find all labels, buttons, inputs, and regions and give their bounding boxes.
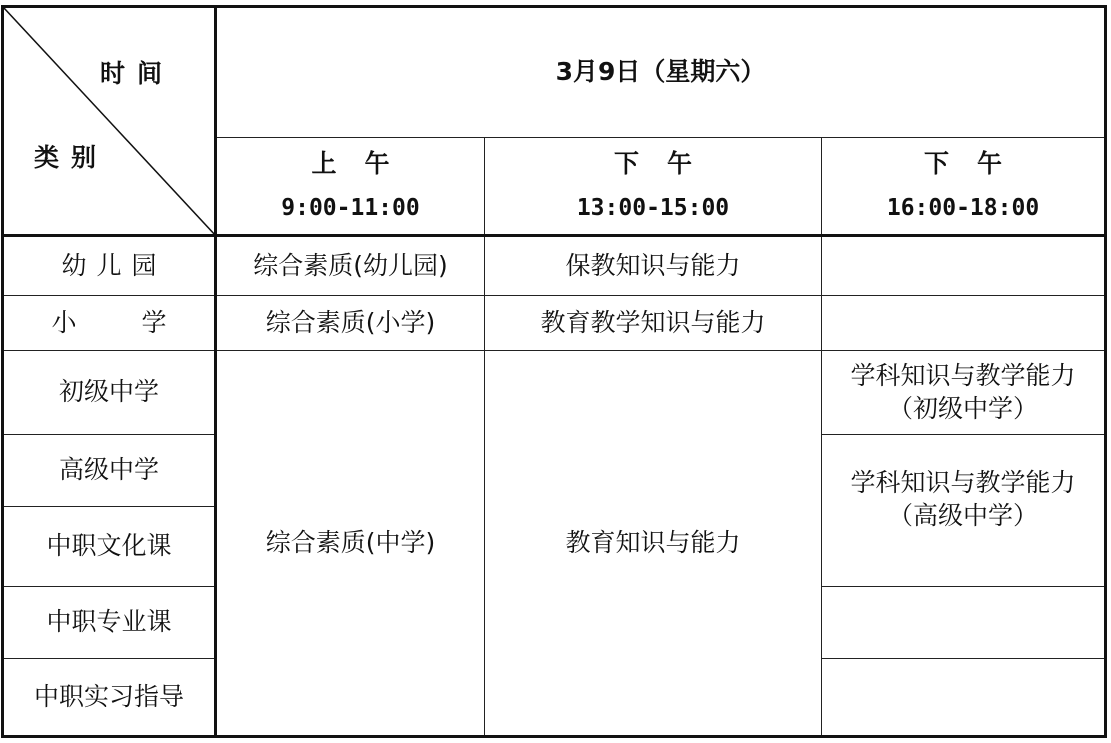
subject-cell: 综合素质(幼儿园) [216,236,485,296]
subject-cell: 教育教学知识与能力 [485,296,822,351]
subject-line: 学科知识与教学能力 [850,468,1076,497]
subject-cell [822,435,1105,587]
empty-cell [822,587,1105,659]
category-cell [4,296,216,351]
exam-date-header: 3月9日（星期六） [216,8,1105,138]
category-cell [4,236,216,296]
session-time: 13:00-15:00 [576,195,730,222]
session-period: 下午 [613,148,720,178]
exam-schedule-table [3,7,1105,736]
empty-cell [822,236,1105,296]
session-period: 上午 [311,148,418,178]
session-header-morning [216,138,485,236]
subject-cell: 教育知识与能力 [485,351,822,736]
category-cell: 中职实习指导 [4,659,216,736]
category-cell: 高级中学 [4,435,216,507]
session-header-afternoon-2 [822,138,1105,236]
category-cell: 中职专业课 [4,587,216,659]
session-period: 下午 [924,148,1031,178]
empty-cell [822,659,1105,736]
subject-cell: 保教知识与能力 [485,236,822,296]
category-cell: 中职文化课 [4,507,216,587]
session-header-afternoon-1 [485,138,822,236]
time-label: 时间 [100,59,175,88]
category-cell: 初级中学 [4,351,216,435]
subject-cell: 综合素质(中学) [216,351,485,736]
session-time: 9:00-11:00 [281,195,420,222]
subject-line: 学科知识与教学能力 [850,361,1076,390]
subject-cell [822,351,1105,435]
session-time: 16:00-18:00 [886,195,1040,222]
diagonal-divider [4,8,216,236]
subject-line: （高级中学） [888,500,1039,530]
category-label: 幼儿园 [61,250,167,280]
corner-header-cell [4,8,216,236]
empty-cell [822,296,1105,351]
subject-cell: 综合素质(小学) [216,296,485,351]
subject-line: （初级中学） [888,393,1039,423]
category-label: 类别 [34,143,109,172]
category-label: 小 学 [51,307,187,337]
